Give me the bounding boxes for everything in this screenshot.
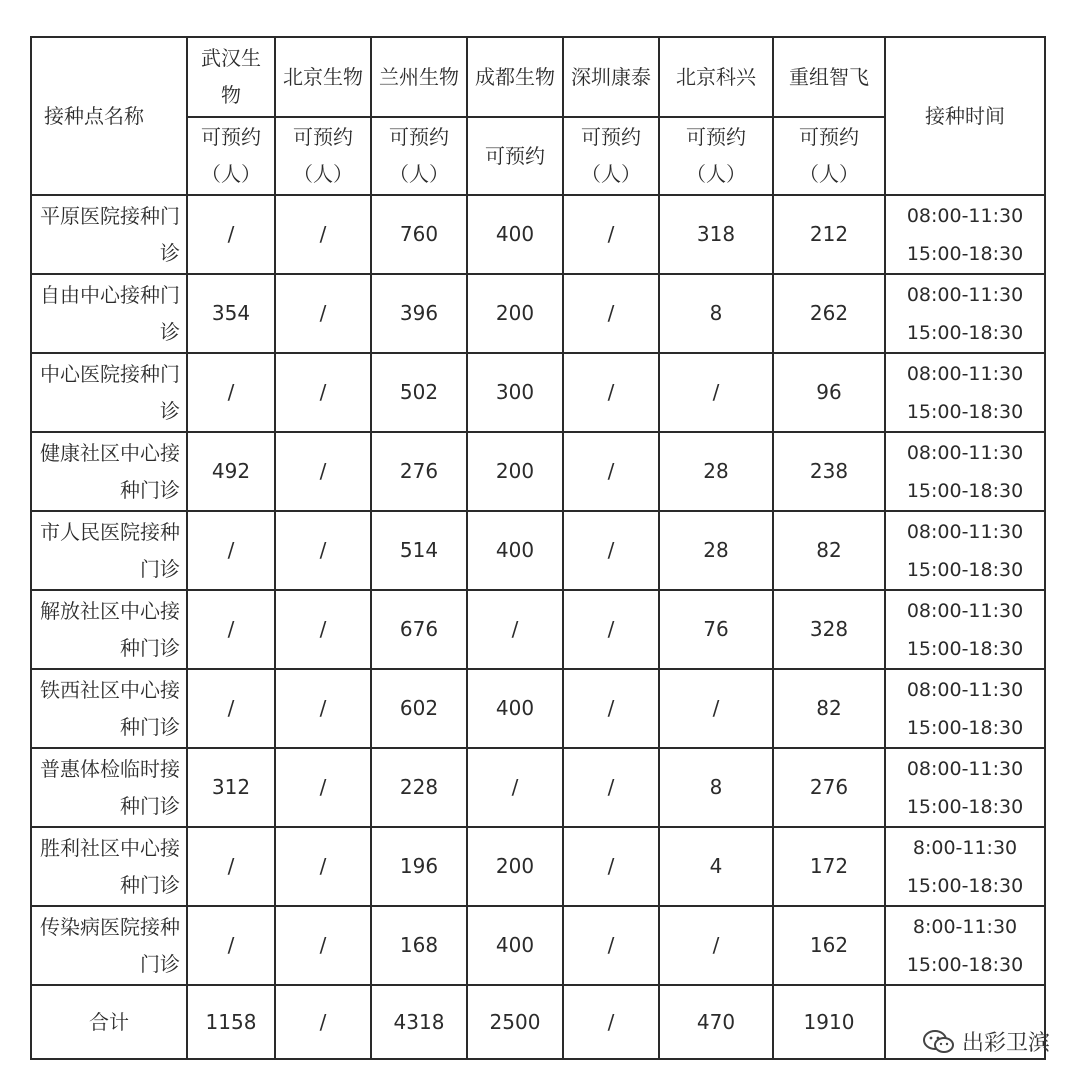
value-cell: /	[659, 906, 773, 985]
vaccination-schedule-table	[30, 36, 1046, 1060]
table-row	[31, 590, 1045, 669]
time-cell: 08:00-11:30 15:00-18:30	[885, 432, 1045, 511]
value-cell: 328	[773, 590, 885, 669]
value-cell: /	[659, 669, 773, 748]
available-subheader: 可预约（人）	[275, 117, 371, 195]
site-name-cell: 解放社区中心接种门诊	[31, 590, 187, 669]
value-cell: 96	[773, 353, 885, 432]
value-cell: /	[275, 274, 371, 353]
value-cell: 760	[371, 195, 467, 274]
value-cell: /	[659, 353, 773, 432]
value-cell: 162	[773, 906, 885, 985]
vendor-header: 兰州生物	[371, 37, 467, 117]
value-cell: 4	[659, 827, 773, 906]
value-cell: 312	[187, 748, 275, 827]
value-cell: 212	[773, 195, 885, 274]
available-subheader: 可预约（人）	[187, 117, 275, 195]
table-row	[31, 274, 1045, 353]
total-value-cell: 4318	[371, 985, 467, 1059]
time-cell: 08:00-11:30 15:00-18:30	[885, 590, 1045, 669]
table-row	[31, 906, 1045, 985]
value-cell: /	[275, 432, 371, 511]
time-cell: 08:00-11:30 15:00-18:30	[885, 511, 1045, 590]
total-value-cell: /	[563, 985, 659, 1059]
value-cell: 262	[773, 274, 885, 353]
value-cell: /	[563, 274, 659, 353]
site-name-cell: 普惠体检临时接种门诊	[31, 748, 187, 827]
value-cell: 238	[773, 432, 885, 511]
value-cell: 196	[371, 827, 467, 906]
vendor-header: 武汉生物	[187, 37, 275, 117]
time-cell: 08:00-11:30 15:00-18:30	[885, 274, 1045, 353]
total-value-cell: /	[275, 985, 371, 1059]
value-cell: /	[275, 195, 371, 274]
value-cell: 318	[659, 195, 773, 274]
value-cell: /	[275, 511, 371, 590]
value-cell: 400	[467, 511, 563, 590]
time-cell: 08:00-11:30 15:00-18:30	[885, 669, 1045, 748]
vendor-header: 北京科兴	[659, 37, 773, 117]
vaccination-table-container	[30, 36, 1046, 1060]
value-cell: 492	[187, 432, 275, 511]
watermark-text: 出彩卫滨	[961, 1031, 1050, 1056]
value-cell: 276	[773, 748, 885, 827]
value-cell: 76	[659, 590, 773, 669]
table-row	[31, 353, 1045, 432]
value-cell: 400	[467, 906, 563, 985]
time-cell: 08:00-11:30 15:00-18:30	[885, 195, 1045, 274]
value-cell: 502	[371, 353, 467, 432]
value-cell: /	[187, 827, 275, 906]
value-cell: 8	[659, 748, 773, 827]
vendor-header: 成都生物	[467, 37, 563, 117]
site-name-cell: 健康社区中心接种门诊	[31, 432, 187, 511]
time-header: 接种时间	[885, 37, 1045, 195]
value-cell: /	[275, 353, 371, 432]
value-cell: 300	[467, 353, 563, 432]
value-cell: /	[275, 906, 371, 985]
total-label: 合计	[31, 985, 187, 1059]
table-row	[31, 748, 1045, 827]
available-subheader: 可预约（人）	[371, 117, 467, 195]
site-name-cell: 自由中心接种门诊	[31, 274, 187, 353]
value-cell: 514	[371, 511, 467, 590]
site-name-cell: 平原医院接种门诊	[31, 195, 187, 274]
value-cell: 82	[773, 511, 885, 590]
table-row	[31, 195, 1045, 274]
value-cell: 602	[371, 669, 467, 748]
value-cell: /	[563, 590, 659, 669]
value-cell: 354	[187, 274, 275, 353]
value-cell: /	[187, 906, 275, 985]
value-cell: 676	[371, 590, 467, 669]
table-row	[31, 669, 1045, 748]
vendor-header: 重组智飞	[773, 37, 885, 117]
value-cell: 276	[371, 432, 467, 511]
value-cell: /	[275, 590, 371, 669]
value-cell: /	[563, 432, 659, 511]
time-cell: 08:00-11:30 15:00-18:30	[885, 748, 1045, 827]
site-name-cell: 铁西社区中心接种门诊	[31, 669, 187, 748]
value-cell: /	[187, 353, 275, 432]
value-cell: 28	[659, 511, 773, 590]
table-row	[31, 432, 1045, 511]
value-cell: 400	[467, 195, 563, 274]
value-cell: 400	[467, 669, 563, 748]
value-cell: /	[467, 590, 563, 669]
value-cell: /	[187, 511, 275, 590]
site-name-cell: 传染病医院接种门诊	[31, 906, 187, 985]
total-value-cell: 2500	[467, 985, 563, 1059]
total-value-cell: 1910	[773, 985, 885, 1059]
total-row	[31, 985, 1045, 1059]
vendor-header: 深圳康泰	[563, 37, 659, 117]
value-cell: 200	[467, 432, 563, 511]
value-cell: /	[563, 748, 659, 827]
value-cell: /	[563, 511, 659, 590]
available-subheader: 可预约（人）	[659, 117, 773, 195]
site-name-cell: 胜利社区中心接种门诊	[31, 827, 187, 906]
total-value-cell: 1158	[187, 985, 275, 1059]
value-cell: /	[275, 827, 371, 906]
value-cell: /	[563, 353, 659, 432]
value-cell: 82	[773, 669, 885, 748]
site-name-cell: 中心医院接种门诊	[31, 353, 187, 432]
time-cell: 8:00-11:30 15:00-18:30	[885, 906, 1045, 985]
value-cell: /	[563, 906, 659, 985]
available-subheader: 可预约（人）	[563, 117, 659, 195]
value-cell: /	[275, 748, 371, 827]
value-cell: 28	[659, 432, 773, 511]
value-cell: /	[275, 669, 371, 748]
vendor-header: 北京生物	[275, 37, 371, 117]
value-cell: /	[187, 590, 275, 669]
table-row	[31, 827, 1045, 906]
watermark	[922, 1026, 1050, 1057]
value-cell: 8	[659, 274, 773, 353]
value-cell: /	[467, 748, 563, 827]
value-cell: 228	[371, 748, 467, 827]
value-cell: /	[563, 195, 659, 274]
time-cell: 08:00-11:30 15:00-18:30	[885, 353, 1045, 432]
value-cell: 200	[467, 274, 563, 353]
site-name-cell: 市人民医院接种门诊	[31, 511, 187, 590]
available-subheader: 可预约（人）	[773, 117, 885, 195]
value-cell: 200	[467, 827, 563, 906]
value-cell: /	[187, 669, 275, 748]
value-cell: /	[563, 669, 659, 748]
site-name-header: 接种点名称	[31, 37, 187, 195]
value-cell: 172	[773, 827, 885, 906]
wechat-icon	[922, 1029, 956, 1055]
total-value-cell: 470	[659, 985, 773, 1059]
value-cell: /	[187, 195, 275, 274]
time-cell: 8:00-11:30 15:00-18:30	[885, 827, 1045, 906]
value-cell: /	[563, 827, 659, 906]
available-subheader: 可预约	[467, 117, 563, 195]
value-cell: 168	[371, 906, 467, 985]
vendor-header-row	[31, 37, 1045, 117]
value-cell: 396	[371, 274, 467, 353]
table-row	[31, 511, 1045, 590]
